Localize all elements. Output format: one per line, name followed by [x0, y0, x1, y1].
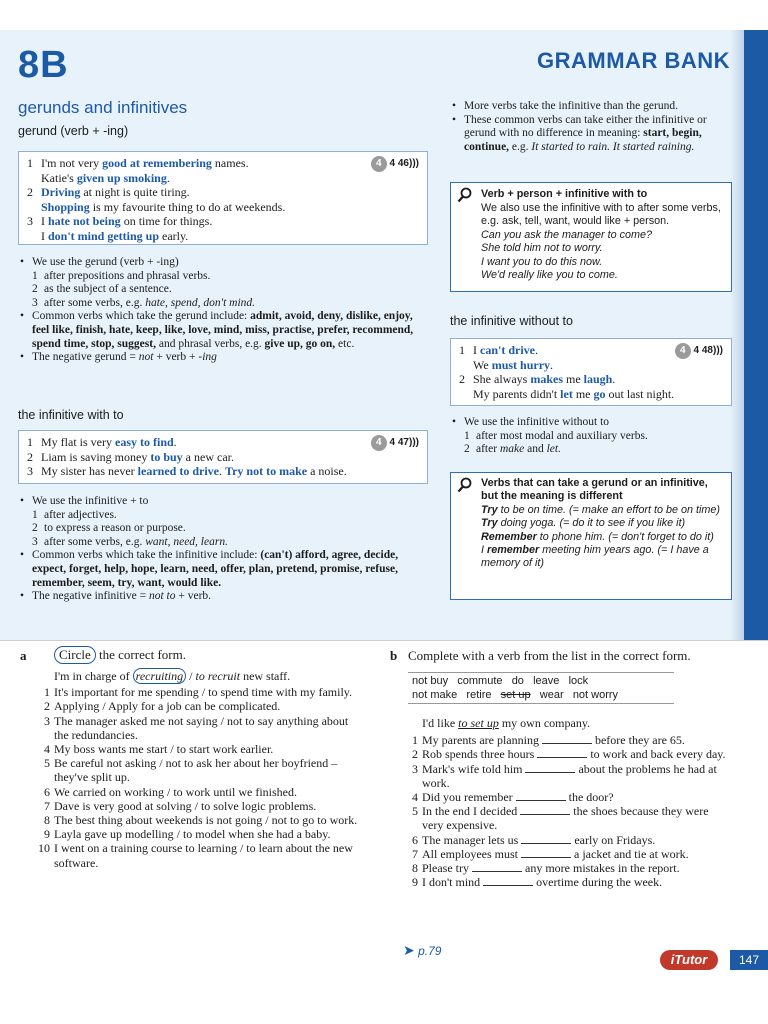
item-text: We carried on working / to work until we finished. [54, 784, 297, 799]
item-text: The best thing about weekends is not going / not to go to work. [54, 813, 358, 828]
exercise-b-label: b [390, 648, 398, 663]
exercise-b-example: I'd like to set up my own company. [422, 716, 591, 730]
answer-blank[interactable] [521, 833, 571, 844]
arrow-left-icon: ➤ [403, 942, 415, 958]
exercise-b-item [388, 861, 728, 875]
exercise-a-example: I'm in charge of recruiting / to recruit new staff. [54, 669, 291, 683]
exercise-a-item[interactable] [20, 714, 360, 742]
gerund-example-list [27, 156, 285, 243]
example-text: early. [159, 228, 189, 243]
example-text: I [41, 228, 48, 243]
gerund-heading: gerund (verb + -ing) [18, 124, 129, 138]
word-list-box [408, 672, 674, 704]
exercise-a-item[interactable] [20, 841, 360, 869]
example-line [27, 450, 347, 465]
exercise-a-item[interactable] [20, 685, 360, 699]
audio-label: 4 47 [389, 437, 409, 448]
example-text: I'm not very [41, 156, 103, 170]
example-text: She always [473, 372, 531, 386]
item-text: Dave is very good at solving / to solve logic problems. [54, 798, 317, 813]
item-number: 2 [412, 747, 418, 762]
example-line [459, 358, 674, 373]
exercise-a-item[interactable] [20, 785, 360, 799]
answer-blank[interactable] [542, 733, 592, 744]
item-text: In the end I decided [422, 804, 521, 819]
example-line [27, 185, 285, 200]
audio-icon: 4 [675, 343, 691, 359]
item-number: 6 [412, 832, 418, 847]
example-text: Katie's [41, 170, 77, 185]
exercise-b-item [388, 833, 728, 847]
exercise-a-item[interactable] [20, 827, 360, 841]
highlighted-phrase: Driving [41, 185, 81, 199]
example-text: out last night. [605, 386, 675, 401]
exercise-a-label: a [20, 648, 27, 663]
highlighted-phrase: learned to drive [137, 464, 219, 478]
item-number: 7 [44, 798, 50, 813]
highlighted-phrase: laugh [583, 372, 613, 386]
item-number: 9 [44, 827, 50, 842]
item-text: The manager lets us [422, 832, 522, 847]
gerund-note-2: • Common verbs which take the gerund include: admit, avoid, deny, dislike, enjoy, feel like, finish, hate, keep, like, love, mind, miss, practise, prefer, recommend, spend time, stop, suggest, and phrasal verbs, e.g. give up, go on, etc. [18, 310, 428, 351]
answer-blank[interactable] [516, 790, 566, 801]
audio-track-47[interactable] [371, 435, 419, 451]
word-option: do [511, 675, 524, 687]
answer-blank[interactable] [521, 847, 571, 858]
example-number: 1 [459, 343, 465, 357]
exercise-b-item [388, 790, 728, 804]
item-number: 6 [44, 784, 50, 799]
item-text: the door? [565, 790, 614, 805]
item-text: any more mistakes in the report. [522, 861, 680, 876]
example-line [27, 171, 285, 186]
exercise-b-item [388, 733, 728, 747]
highlighted-phrase: don't mind getting up [48, 228, 160, 243]
item-number: 2 [44, 699, 50, 714]
infinitive-with-to-heading: the infinitive with to [18, 408, 124, 422]
example-text: a new car. [182, 449, 234, 464]
magnifier-icon [457, 187, 473, 203]
item-text: My boss wants me start / to start work earlier. [54, 742, 274, 757]
exercise-b-item [388, 875, 728, 889]
highlighted-phrase: can't drive [480, 343, 535, 357]
audio-track-46[interactable] [371, 156, 419, 172]
infinitive-to-example-list [27, 435, 347, 479]
example-text: at night is quite tiring. [80, 185, 190, 199]
item-number: 4 [44, 742, 50, 757]
answer-blank[interactable] [472, 861, 522, 872]
exercise-a-item[interactable] [20, 699, 360, 713]
item-text: Rob spends three hours [422, 747, 538, 762]
item-number: 8 [412, 861, 418, 876]
exercise-b-item [388, 804, 728, 832]
section-title: gerunds and infinitives [18, 98, 188, 117]
grammar-bank-title: GRAMMAR BANK [537, 48, 730, 73]
answer-blank[interactable] [483, 875, 533, 886]
highlighted-phrase: Shopping [41, 199, 90, 214]
item-text: Please try [422, 861, 472, 876]
gerund-notes: • We use the gerund (verb + -ing) 1 after prepositions and phrasal verbs. 2 as the subject of a sentence. 3 after some verbs, e.g. hate, spend, don't mind. • Common verbs which take the gerund include: admit, avoid, deny, dislike, enjoy, feel like, finish, hate, keep, like, love, mind, miss, practise, prefer, recommend, spend time, stop, suggest, and phrasal verbs, e.g. give up, go on, etc. • The negative gerund = not + verb + -ing [18, 256, 428, 365]
item-text: Mark's wife told him [422, 761, 526, 776]
example-text: Liam is saving money [41, 449, 151, 464]
example-text: me [563, 372, 584, 386]
example-line [27, 229, 285, 244]
example-text: is my favourite thing to do at weekends. [89, 199, 286, 214]
example-text: My sister has never [41, 464, 138, 478]
highlighted-phrase: go [593, 386, 606, 401]
item-number: 3 [412, 761, 418, 776]
example-number: 2 [27, 449, 33, 464]
gerund-examples-box [18, 151, 428, 245]
infinitive-without-to-heading: the infinitive without to [450, 314, 573, 328]
example-text: We [473, 357, 492, 372]
word-list-row-2: not make retire set up wear not worry [412, 689, 619, 701]
item-number: 9 [412, 875, 418, 890]
page-reference-link[interactable]: ➤ p.79 [403, 942, 442, 958]
word-list-row-1 [412, 674, 670, 688]
item-text: All employees must [422, 846, 521, 861]
example-text: I [473, 343, 480, 357]
item-text: The manager asked me not saying / not to say anything about the redundancies. [54, 713, 349, 742]
item-text: It's important for me spending / to spend time with my family. [54, 685, 353, 700]
example-text: . [218, 464, 225, 478]
sound-icon: ))) [409, 158, 419, 169]
example-line [27, 435, 347, 450]
highlighted-phrase: must hurry [491, 357, 551, 372]
exercise-a-items [20, 685, 360, 870]
highlighted-phrase: to buy [150, 449, 183, 464]
sound-icon: ))) [713, 345, 723, 356]
item-number: 10 [38, 841, 50, 856]
example-line [27, 464, 347, 479]
item-text: My parents are planning [422, 733, 542, 748]
highlighted-phrase: easy to find [115, 435, 174, 449]
side-tab [744, 30, 768, 640]
word-option: not buy [412, 675, 449, 687]
answer-blank[interactable] [537, 747, 587, 758]
infinitive-without-to-examples-box [450, 338, 732, 406]
section-divider [0, 640, 768, 641]
highlighted-phrase: makes [530, 372, 563, 386]
item-text: before they are 65. [591, 733, 685, 748]
example-text: on time for things. [120, 214, 213, 228]
item-text: Layla gave up modelling / to model when she had a baby. [54, 827, 331, 842]
item-number: 8 [44, 813, 50, 828]
item-text: I went on a training course to learning / to learn about the new software. [54, 841, 353, 870]
exercise-b-item [388, 762, 728, 790]
right-column-notes: • More verbs take the infinitive than the gerund. • These common verbs can take either the infinitive or gerund with no difference in meaning: start, begin, continue, e.g. It started to rain. It started raining. [450, 100, 730, 154]
exercise-a-item[interactable] [20, 799, 360, 813]
example-text: My flat is very [41, 435, 115, 449]
example-text: . [612, 372, 616, 386]
tip-box-gerund-or-infinitive: Verbs that can take a gerund or an infinitive, but the meaning is different Try to be on time. (= make an effort to be on time) Try doing yoga. (= do it to see if you like it) Remember to phone him. (= don't forget to do it) I remember meeting him years ago. (= I have a memory of it) [450, 472, 732, 600]
circled-answer: recruiting [133, 668, 187, 684]
page-number: 147 [730, 950, 768, 970]
exercise-a-item[interactable] [20, 813, 360, 827]
exercise-a-item[interactable] [20, 756, 360, 784]
example-text: . [173, 435, 177, 449]
item-text: a jacket and tie at work. [571, 846, 689, 861]
item-text: Did you remember [422, 790, 516, 805]
item-text: I don't mind [422, 875, 484, 890]
item-number: 7 [412, 846, 418, 861]
answer-blank[interactable] [520, 804, 570, 815]
item-number: 3 [44, 713, 50, 728]
unit-number: 8B [18, 44, 69, 86]
infinitive-without-to-notes: • We use the infinitive without to 1 after most modal and auxiliary verbs. 2 after make and let. [450, 416, 730, 457]
exercise-b [388, 716, 728, 889]
audio-icon: 4 [371, 156, 387, 172]
side-gradient [730, 30, 744, 640]
example-text: I [41, 214, 48, 228]
example-line [459, 372, 674, 387]
sound-icon: ))) [409, 437, 419, 448]
audio-label: 4 48 [693, 345, 713, 356]
item-text: overtime during the week. [533, 875, 663, 890]
example-text: names. [211, 156, 249, 170]
word-option: leave [533, 675, 560, 687]
item-text: the shoes because they were very expensive. [422, 804, 709, 833]
highlighted-phrase: good at remembering [102, 156, 212, 170]
example-number: 2 [459, 372, 465, 386]
highlighted-phrase: let [560, 386, 573, 401]
item-number: 5 [412, 804, 418, 819]
example-number: 3 [27, 464, 33, 478]
item-text: early on Fridays. [571, 832, 656, 847]
audio-icon: 4 [371, 435, 387, 451]
word-option: commute [457, 675, 503, 687]
highlighted-phrase: hate not being [48, 214, 121, 228]
exercise-a [20, 646, 360, 870]
answer-blank[interactable] [525, 762, 575, 773]
example-number: 3 [27, 214, 33, 228]
example-number: 1 [27, 435, 33, 449]
example-number: 1 [27, 156, 33, 170]
item-text: about the problems he had at work. [422, 761, 717, 790]
magnifier-icon [457, 477, 473, 493]
item-number: 1 [44, 685, 50, 700]
example-line [459, 387, 674, 402]
exercise-a-instruction: Circle the correct form. [20, 646, 360, 664]
item-text: to work and back every day. [587, 747, 726, 762]
highlighted-phrase: given up smoking [76, 170, 167, 185]
audio-label: 4 46 [389, 158, 409, 169]
itutor-badge[interactable]: iTutor [660, 950, 718, 970]
example-number: 2 [27, 185, 33, 199]
exercise-a-item[interactable] [20, 742, 360, 756]
item-number: 4 [412, 790, 418, 805]
tip-box-verb-person-infinitive: Verb + person + infinitive with to We also use the infinitive with to after some verbs, e.g. ask, tell, want, would like + person. Can you ask the manager to come? She told him not to worry. I want you to do this now. We'd really like you to come. [450, 182, 732, 292]
example-text: . [550, 357, 554, 372]
item-text: Applying / Apply for a job can be complicated. [54, 699, 281, 714]
example-text: . [166, 170, 170, 185]
item-number: 1 [412, 733, 418, 748]
exercise-b-instruction: Complete with a verb from the list in the correct form. [408, 648, 691, 663]
exercise-b-items [388, 733, 728, 889]
word-option: lock [568, 675, 589, 687]
item-text: Be careful not asking / not to ask her about her boyfriend – they've split up. [54, 756, 338, 785]
item-number: 5 [44, 756, 50, 771]
example-text: a noise. [307, 464, 347, 478]
example-text: My parents didn't [473, 386, 561, 401]
example-line [27, 200, 285, 215]
gerund-note-1: • We use the gerund (verb + -ing) [18, 256, 428, 270]
gerund-note-3: • The negative gerund = not + verb + -ing [18, 351, 428, 365]
example-line [27, 156, 285, 171]
example-line [459, 343, 674, 358]
infinitive-to-notes: • We use the infinitive + to 1 after adjectives. 2 to express a reason or purpose. 3 after some verbs, e.g. want, need, learn. • Common verbs which take the infinitive include: (can't) afford, agree, decide, expect, forget, help, hope, learn, need, offer, plan, pretend, promise, refuse, remember, seem, try, want, would like. • The negative infinitive = not to + verb. [18, 495, 428, 604]
audio-track-48[interactable] [675, 343, 723, 359]
used-word: set up [500, 689, 531, 701]
example-text: . [535, 343, 538, 357]
exercise-b-item [388, 847, 728, 861]
example-text: me [572, 386, 594, 401]
exercise-b-item [388, 747, 728, 761]
highlighted-phrase: Try not to make [224, 464, 308, 478]
example-line [27, 214, 285, 229]
infinitive-without-to-example-list [459, 343, 674, 401]
infinitive-to-examples-box [18, 430, 428, 484]
